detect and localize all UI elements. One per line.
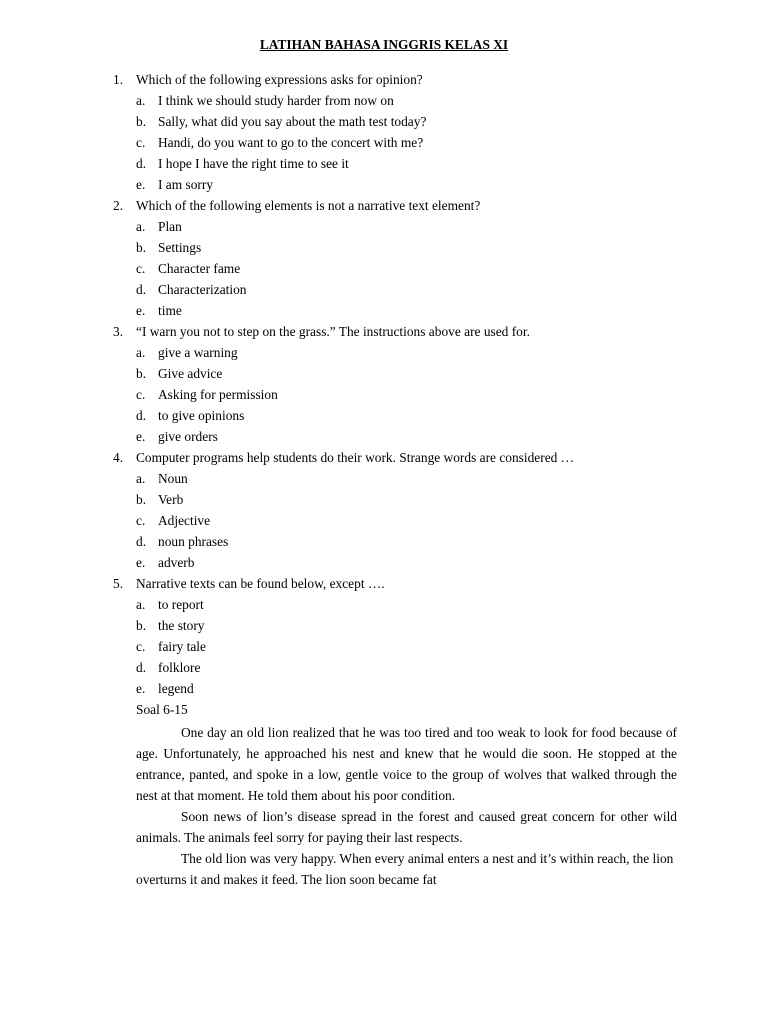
option-text: I am sorry — [158, 177, 214, 192]
option-letter: c. — [136, 639, 146, 654]
option-1d — [0, 155, 768, 176]
option-letter: c. — [136, 513, 146, 528]
option-letter: c. — [136, 261, 146, 276]
question-number: 5. — [113, 576, 124, 591]
option-text: Plan — [158, 219, 182, 234]
option-text: Asking for permission — [158, 387, 278, 402]
option-letter: b. — [136, 114, 147, 129]
question-number: 4. — [113, 450, 124, 465]
option-letter: a. — [136, 471, 146, 486]
option-text: fairy tale — [158, 639, 206, 654]
reading-passage — [136, 722, 677, 890]
option-1e — [0, 176, 768, 197]
question-list — [0, 71, 768, 722]
option-2e — [0, 302, 768, 323]
option-4c — [0, 512, 768, 533]
option-text: to give opinions — [158, 408, 245, 423]
question-number: 3. — [113, 324, 124, 339]
option-5e — [0, 680, 768, 701]
option-letter: a. — [136, 345, 146, 360]
option-text: Settings — [158, 240, 202, 255]
option-5c — [0, 638, 768, 659]
option-5b — [0, 617, 768, 638]
question-5 — [0, 575, 768, 596]
option-4d — [0, 533, 768, 554]
question-2 — [0, 197, 768, 218]
option-2a — [0, 218, 768, 239]
option-letter: c. — [136, 135, 146, 150]
option-letter: b. — [136, 618, 147, 633]
option-letter: d. — [136, 156, 147, 171]
option-2b — [0, 239, 768, 260]
option-1b — [0, 113, 768, 134]
question-1 — [0, 71, 768, 92]
option-text: give orders — [158, 429, 218, 444]
passage-heading-line — [0, 701, 768, 722]
option-letter: a. — [136, 93, 146, 108]
option-2c — [0, 260, 768, 281]
question-text: Narrative texts can be found below, except …. — [136, 576, 385, 591]
question-number: 2. — [113, 198, 124, 213]
option-3a — [0, 344, 768, 365]
option-2d — [0, 281, 768, 302]
option-text: Character fame — [158, 261, 241, 276]
option-3b — [0, 365, 768, 386]
document-title: LATIHAN BAHASA INGGRIS KELAS XI — [259, 37, 509, 52]
option-letter: e. — [136, 429, 146, 444]
question-text: Computer programs help students do their work. Strange words are considered … — [136, 450, 575, 465]
option-letter: d. — [136, 660, 147, 675]
option-text: the story — [158, 618, 205, 633]
option-letter: a. — [136, 597, 146, 612]
passage-paragraph-1: One day an old lion realized that he was too tired and too weak to look for food because of age. Unfortunately, he approached his nest and knew that he would die soon. He stopped at the entrance, panted, and spoke in a low, gentle voice to the group of wolves that walked through the nest at that moment. He told them about his poor condition. — [136, 725, 677, 803]
option-letter: d. — [136, 408, 147, 423]
option-1a — [0, 92, 768, 113]
option-3e — [0, 428, 768, 449]
option-letter: d. — [136, 282, 147, 297]
option-letter: e. — [136, 303, 146, 318]
option-letter: e. — [136, 555, 146, 570]
option-text: folklore — [158, 660, 201, 675]
option-letter: d. — [136, 534, 147, 549]
option-3d — [0, 407, 768, 428]
option-text: Adjective — [158, 513, 211, 528]
option-4b — [0, 491, 768, 512]
option-4a — [0, 470, 768, 491]
option-text: to report — [158, 597, 204, 612]
passage-paragraph-3: The old lion was very happy. When every animal enters a nest and it’s within reach, the lion overturns it and makes it feed. The lion soon became fat — [136, 851, 674, 887]
question-3 — [0, 323, 768, 344]
option-4e — [0, 554, 768, 575]
question-text: Which of the following elements is not a narrative text element? — [136, 198, 481, 213]
option-3c — [0, 386, 768, 407]
option-letter: e. — [136, 681, 146, 696]
option-text: adverb — [158, 555, 195, 570]
question-4 — [0, 449, 768, 470]
option-text: Noun — [158, 471, 188, 486]
option-text: I hope I have the right time to see it — [158, 156, 349, 171]
option-text: Characterization — [158, 282, 247, 297]
passage-heading: Soal 6-15 — [136, 702, 188, 717]
option-text: time — [158, 303, 182, 318]
option-text: legend — [158, 681, 194, 696]
option-letter: c. — [136, 387, 146, 402]
option-1c — [0, 134, 768, 155]
option-text: Handi, do you want to go to the concert with me? — [158, 135, 424, 150]
question-text: Which of the following expressions asks for opinion? — [136, 72, 423, 87]
option-5d — [0, 659, 768, 680]
question-number: 1. — [113, 72, 124, 87]
option-text: Verb — [158, 492, 184, 507]
option-letter: b. — [136, 240, 147, 255]
passage-paragraph-2: Soon news of lion’s disease spread in the forest and caused great concern for other wild animals. The animals feel sorry for paying their last respects. — [136, 809, 677, 845]
option-5a — [0, 596, 768, 617]
option-text: give a warning — [158, 345, 238, 360]
question-text: “I warn you not to step on the grass.” The instructions above are used for. — [136, 324, 530, 339]
option-letter: b. — [136, 492, 147, 507]
option-text: Sally, what did you say about the math test today? — [158, 114, 427, 129]
option-letter: e. — [136, 177, 146, 192]
option-text: Give advice — [158, 366, 223, 381]
option-text: noun phrases — [158, 534, 229, 549]
option-letter: a. — [136, 219, 146, 234]
option-text: I think we should study harder from now on — [158, 93, 394, 108]
option-letter: b. — [136, 366, 147, 381]
